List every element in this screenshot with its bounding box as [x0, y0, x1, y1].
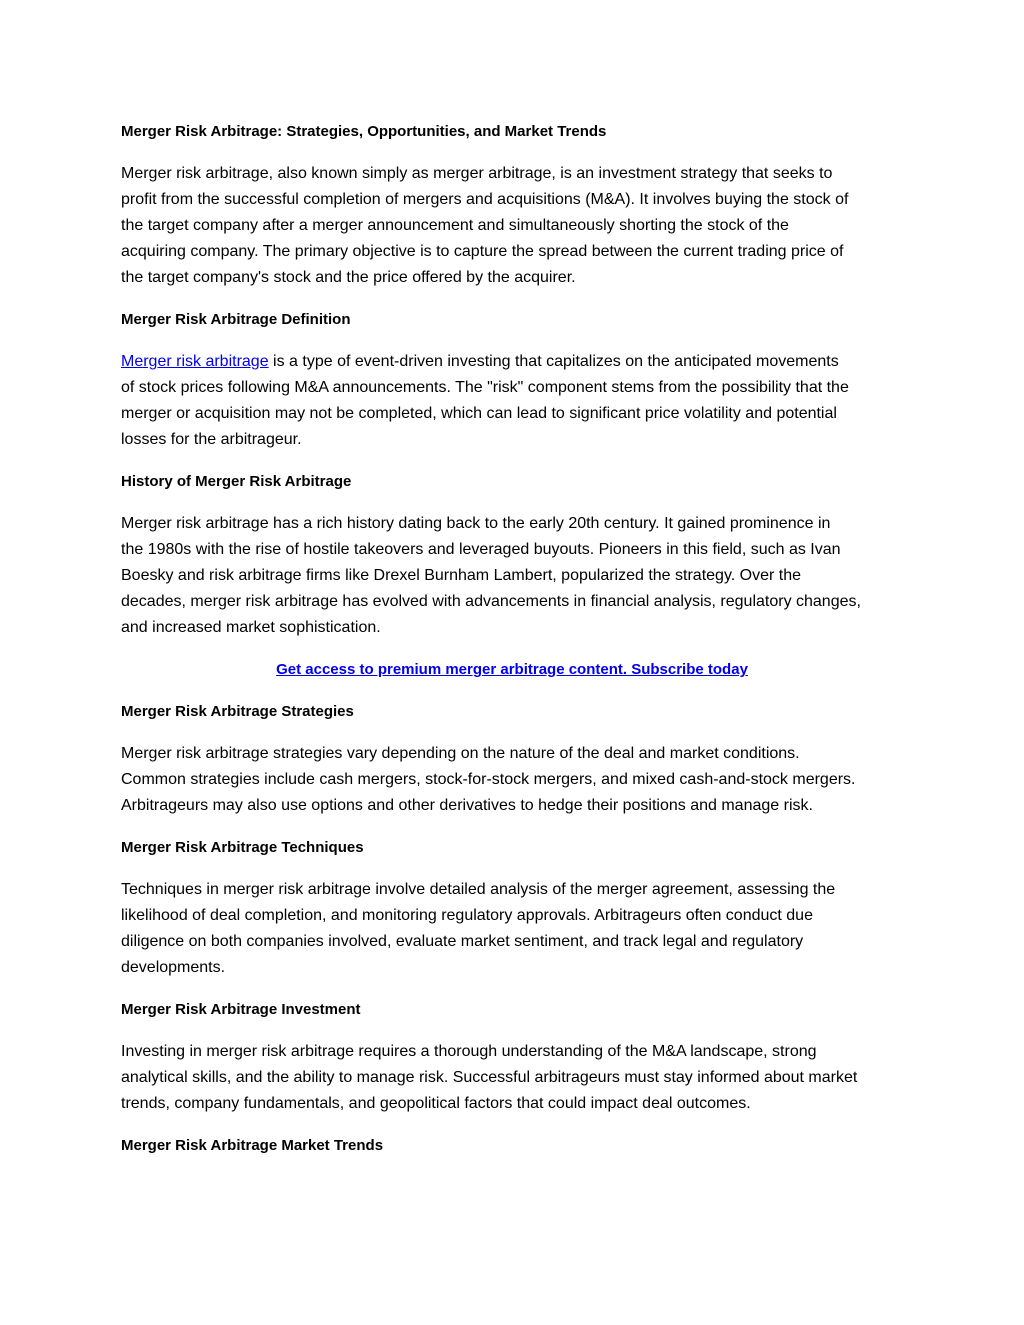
definition-heading: Merger Risk Arbitrage Definition	[121, 311, 351, 328]
investment-heading: Merger Risk Arbitrage Investment	[121, 1001, 361, 1018]
document-title: Merger Risk Arbitrage: Strategies, Opportunities, and Market Trends	[121, 123, 607, 140]
subscribe-link-row	[121, 657, 903, 683]
paragraph-line: the 1980s with the rise of hostile takeovers and leveraged buyouts. Pioneers in this field, such as Ivan	[121, 541, 841, 558]
paragraph-line: merger or acquisition may not be completed, which can lead to significant price volatility and potential	[121, 405, 837, 422]
paragraph-line: Investing in merger risk arbitrage requires a thorough understanding of the M&A landscape, strong	[121, 1043, 817, 1060]
history-paragraph	[121, 511, 911, 641]
merger-risk-arbitrage-link[interactable]: Merger risk arbitrage	[121, 353, 269, 370]
paragraph-line: and increased market sophistication.	[121, 619, 381, 636]
intro-paragraph	[121, 161, 911, 291]
techniques-heading: Merger Risk Arbitrage Techniques	[121, 839, 364, 856]
strategies-paragraph	[121, 741, 911, 819]
paragraph-line: trends, company fundamentals, and geopolitical factors that could impact deal outcomes.	[121, 1095, 751, 1112]
paragraph-text: is a type of event-driven investing that capitalizes on the anticipated movements	[268, 353, 839, 370]
paragraph-line: Boesky and risk arbitrage firms like Drexel Burnham Lambert, popularized the strategy. Over the	[121, 567, 801, 584]
paragraph-line: Common strategies include cash mergers, stock-for-stock mergers, and mixed cash-and-stock mergers.	[121, 771, 856, 788]
techniques-paragraph	[121, 877, 911, 981]
paragraph-line: likelihood of deal completion, and monitoring regulatory approvals. Arbitrageurs often conduct due	[121, 907, 813, 924]
paragraph-line: developments.	[121, 959, 226, 976]
document-page	[121, 119, 911, 1175]
paragraph-line: of stock prices following M&A announcements. The "risk" component stems from the possibility that the	[121, 379, 849, 396]
paragraph-line: Techniques in merger risk arbitrage involve detailed analysis of the merger agreement, assessing the	[121, 881, 836, 898]
paragraph-line: decades, merger risk arbitrage has evolved with advancements in financial analysis, regulatory changes,	[121, 593, 861, 610]
paragraph-line: the target company after a merger announcement and simultaneously shorting the stock of the	[121, 217, 789, 234]
paragraph-line: Merger risk arbitrage strategies vary depending on the nature of the deal and market conditions.	[121, 745, 800, 762]
paragraph-line: losses for the arbitrageur.	[121, 431, 302, 448]
market-trends-heading: Merger Risk Arbitrage Market Trends	[121, 1137, 384, 1154]
paragraph-line: acquiring company. The primary objective is to capture the spread between the current trading price of	[121, 243, 844, 260]
paragraph-line: Merger risk arbitrage, also known simply as merger arbitrage, is an investment strategy that seeks to	[121, 165, 833, 182]
investment-paragraph	[121, 1039, 911, 1117]
history-heading: History of Merger Risk Arbitrage	[121, 473, 352, 490]
paragraph-line: analytical skills, and the ability to manage risk. Successful arbitrageurs must stay informed about market	[121, 1069, 858, 1086]
paragraph-line	[121, 349, 911, 375]
subscribe-link[interactable]: Get access to premium merger arbitrage content. Subscribe today	[276, 661, 748, 678]
paragraph-line: diligence on both companies involved, evaluate market sentiment, and track legal and regulatory	[121, 933, 804, 950]
strategies-heading: Merger Risk Arbitrage Strategies	[121, 703, 354, 720]
paragraph-line: Merger risk arbitrage has a rich history dating back to the early 20th century. It gained prominence in	[121, 515, 831, 532]
definition-paragraph	[121, 349, 911, 453]
paragraph-line: Arbitrageurs may also use options and other derivatives to hedge their positions and manage risk.	[121, 797, 813, 814]
paragraph-line: profit from the successful completion of mergers and acquisitions (M&A). It involves buying the stock of	[121, 191, 849, 208]
paragraph-line: the target company's stock and the price offered by the acquirer.	[121, 269, 576, 286]
